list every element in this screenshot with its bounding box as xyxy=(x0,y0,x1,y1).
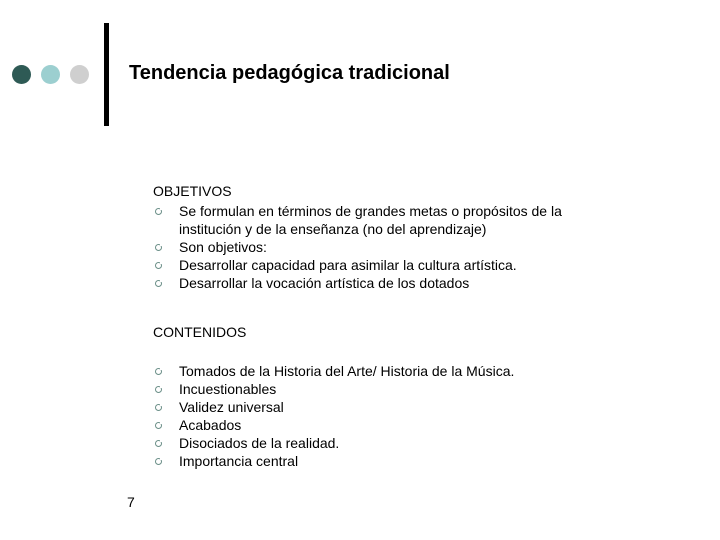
circle-bullet-icon xyxy=(155,422,162,429)
list-item xyxy=(153,256,562,274)
list-item-text: Disociados de la realidad. xyxy=(179,435,340,451)
list-item-text: Desarrollar capacidad para asimilar la cultura artística. xyxy=(179,257,517,273)
list-item-text: Se formulan en términos de grandes metas o propósitos de la xyxy=(179,203,562,219)
list-item xyxy=(153,434,514,452)
circle-bullet-icon xyxy=(155,208,162,215)
list-item xyxy=(153,362,514,380)
list-item xyxy=(153,398,514,416)
list-item xyxy=(153,274,562,292)
list-item-text: Incuestionables xyxy=(179,381,277,397)
list-item xyxy=(153,238,562,256)
list-item-text-continued: institución y de la enseñanza (no del aprendizaje) xyxy=(179,221,487,237)
list-item-text: Son objetivos: xyxy=(179,239,267,255)
decor-dot-gray xyxy=(70,65,89,84)
page-number: 7 xyxy=(127,494,135,510)
list-item xyxy=(153,380,514,398)
slide-title: Tendencia pedagógica tradicional xyxy=(129,62,450,84)
list-item-text: Tomados de la Historia del Arte/ Historia de la Música. xyxy=(179,363,515,379)
circle-bullet-icon xyxy=(155,244,162,251)
list-item xyxy=(153,452,514,470)
circle-bullet-icon xyxy=(155,280,162,287)
circle-bullet-icon xyxy=(155,458,162,465)
objetivos-list xyxy=(153,202,562,292)
decor-dot-teal xyxy=(41,65,60,84)
list-item-text: Acabados xyxy=(179,417,242,433)
list-item xyxy=(153,202,562,238)
circle-bullet-icon xyxy=(155,262,162,269)
contenidos-heading: CONTENIDOS xyxy=(153,324,247,340)
decor-dot-dark xyxy=(12,65,31,84)
circle-bullet-icon xyxy=(155,404,162,411)
list-item-text: Validez universal xyxy=(179,399,284,415)
circle-bullet-icon xyxy=(155,368,162,375)
contenidos-list xyxy=(153,362,514,470)
title-divider xyxy=(104,23,109,126)
list-item-text: Importancia central xyxy=(179,453,299,469)
list-item xyxy=(153,416,514,434)
list-item-text: Desarrollar la vocación artística de los dotados xyxy=(179,275,470,291)
circle-bullet-icon xyxy=(155,440,162,447)
objetivos-heading: OBJETIVOS xyxy=(153,183,232,199)
circle-bullet-icon xyxy=(155,386,162,393)
